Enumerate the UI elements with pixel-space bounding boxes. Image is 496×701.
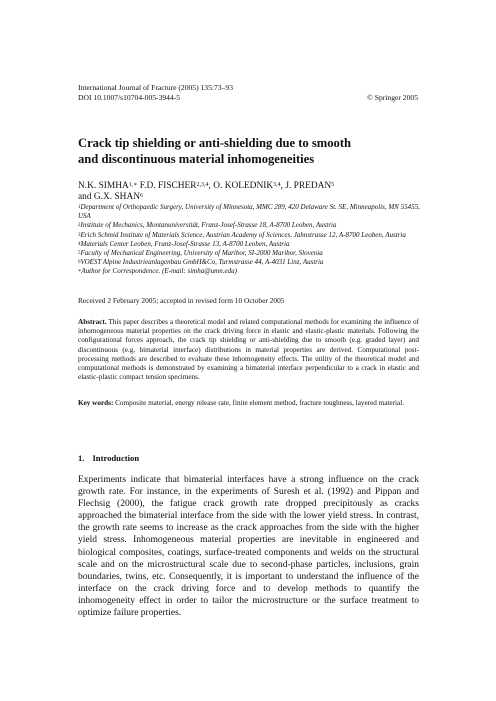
affiliation-marker: 3: [78, 232, 81, 238]
abstract-text: This paper describes a theoretical model and related computational methods for examining the influence of inhomogeneous material properties on the crack driving force in elastic and elastic-plastic materials. Following the configurational forces approach, the crack tip shielding or anti-shielding due to smooth (e.g. graded layer) and discontinuous (e.g. bimaterial interface) distributions in material properties are derived. Computational post-processing methods are described to evaluate these inhomogeneity effects. The utility of the theoretical model and computational methods is demonstrated by examining a bimaterial interface perpendicular to a crack in elastic and elastic-plastic compact tension specimens.: [78, 318, 419, 382]
received-dates: Received 2 February 2005; accepted in revised form 10 October 2005: [78, 296, 285, 305]
affiliation-text: VOEST Alpine Industrieanlagenbau GmbH&Co, Turmstrasse 44, A-4031 Linz, Austria: [80, 258, 324, 267]
affiliation-marker: 2: [78, 223, 81, 229]
author-name: G.X. SHAN: [93, 192, 140, 202]
section-number: 1.: [78, 453, 85, 463]
keywords-text: Composite material, energy release rate, finite element method, fracture toughness, layered material.: [113, 399, 404, 407]
keywords-label: Key words:: [78, 399, 114, 407]
section-heading: [78, 453, 139, 464]
author-affil-marker: 3,4: [273, 182, 281, 188]
affiliation-item: [78, 240, 423, 249]
doi-row: [78, 93, 418, 103]
author-name: N.K. SIMHA: [78, 181, 129, 191]
affiliation-item: [78, 231, 423, 240]
affiliation-list: [78, 203, 423, 277]
affiliation-item: [78, 258, 423, 267]
abstract: [78, 318, 419, 382]
intro-paragraph: Experiments indicate that bimaterial interfaces have a strong influence on the crack growth rate. For instance, in the experiments of Suresh et al. (1992) and Pippan and Flechsig (2000), the fatigue crack growth rate dropped precipitously as cracks approached the bimaterial interface from the side with the lower yield stress. In contrast, the growth rate seems to increase as the crack approaches from the side with the higher yield stress. Inhomogeneous material properties are inevitable in engineered and biological composites, coatings, surface-treated components and welds on the structural scale and on the microstructural scale due to second-phase particles, inclusions, grain boundaries, twins, etc. Consequently, it is important to understand the influence of the interface on the crack driving force and to develop methods to quantify the inhomogeneity effect in order to tailor the microstructure or the surface treatment to optimize failure properties.: [78, 475, 419, 619]
affiliation-marker: 1: [78, 205, 81, 210]
affiliation-item: [78, 203, 423, 221]
author-name: O. KOLEDNIK: [213, 181, 274, 191]
affiliation-marker: ∗: [78, 269, 82, 275]
keywords: [78, 399, 419, 408]
copyright: © Springer 2005: [367, 93, 418, 102]
author-affil-marker: 2,3,4: [196, 182, 209, 188]
affiliation-text: Department of Orthopaedic Surgery, University of Minnesota, MMC 289, 420 Delaware St. SE, Minneapolis, MN 55455, USA: [78, 203, 420, 221]
author-name: F.D. FISCHER: [139, 181, 197, 191]
affiliation-text: Faculty of Mechanical Engineering, University of Maribor, SI-2000 Maribor, Slovenia: [80, 249, 323, 258]
author-list: N.K. $SIMHA^{1,∗}$ F.D. FISCHER$^{2,3,4}$, O. KOLEDNIK$^{3,4}$, J. PREDAN$^5$ and G.X. SHAN$^6$: [78, 181, 335, 202]
author-affil-marker: 6: [140, 193, 143, 199]
journal-citation: International Journal of Fracture (2005) 135:73–93: [78, 83, 233, 92]
author-name: J. PREDAN: [285, 181, 332, 191]
affiliation-text: Author for Correspondence. (E-mail: simha@umn.edu): [81, 267, 237, 276]
affiliation-text: Institute of Mechanics, Montanuniversität, Franz-Josef-Strasse 18, A-8700 Leoben, Austria: [80, 221, 337, 230]
section-title: Introduction: [92, 453, 140, 463]
abstract-label: Abstract.: [78, 318, 107, 326]
author-affil-marker: 5: [331, 182, 335, 188]
affiliation-marker: 6: [78, 260, 81, 266]
affiliation-item: [78, 267, 423, 276]
affiliation-item: [78, 249, 423, 258]
affiliation-marker: 4: [78, 241, 81, 247]
affiliation-item: [78, 221, 423, 230]
title-line-1: Crack tip shielding or anti-shielding due to smooth: [78, 136, 352, 150]
affiliation-text: Materials Center Leoben, Franz-Josef-Strasse 13, A-8700 Leoben, Austria: [80, 239, 290, 248]
paper-title: [78, 135, 418, 167]
author-affil-marker: 1,∗: [128, 182, 138, 188]
doi: DOI 10.1007/s10704-005-3944-5: [78, 93, 181, 102]
affiliation-marker: 5: [78, 251, 81, 257]
affiliation-text: Erich Schmid Institute of Materials Science, Austrian Academy of Sciences, Jahnstrasse 12, A-8700 Leoben, Austria: [80, 230, 406, 239]
title-line-2: and discontinuous material inhomogeneities: [78, 152, 315, 166]
